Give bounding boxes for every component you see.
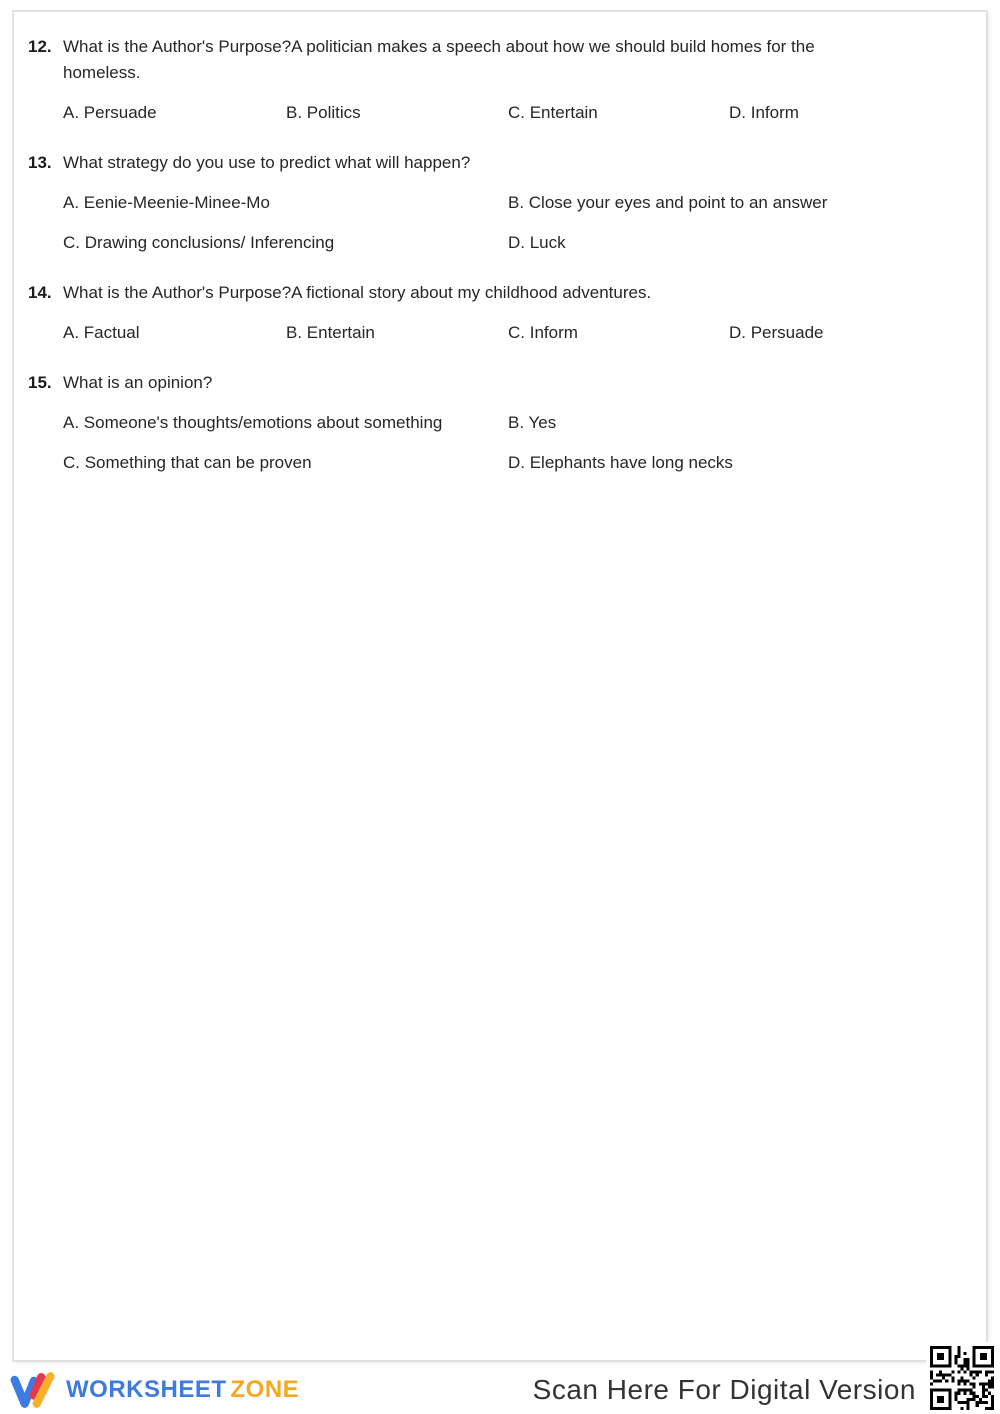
answer-option-a: A. Eenie-Meenie-Minee-Mo bbox=[63, 193, 270, 212]
question-15 bbox=[28, 370, 972, 476]
question-number: 12. bbox=[28, 37, 52, 56]
question-number: 13. bbox=[28, 153, 52, 172]
question-text: What is an opinion? bbox=[63, 373, 213, 392]
answer-option-d: D. Persuade bbox=[729, 323, 824, 342]
answer-options bbox=[63, 190, 972, 256]
worksheetzone-logo bbox=[8, 1368, 299, 1412]
question-text: What strategy do you use to predict what will happen? bbox=[63, 153, 471, 172]
question-number: 14. bbox=[28, 283, 52, 302]
answer-option-c: C. Something that can be proven bbox=[63, 453, 312, 472]
answer-option-a: A. Factual bbox=[63, 323, 140, 342]
brand-zone-label: ZONE bbox=[230, 1376, 300, 1403]
answer-option-a: A. Persuade bbox=[63, 103, 157, 122]
brand-wordmark bbox=[66, 1376, 299, 1404]
answer-options bbox=[63, 410, 972, 476]
answer-option-b: B. Politics bbox=[286, 103, 361, 122]
answer-option-b: B. Close your eyes and point to an answer bbox=[508, 193, 828, 212]
question-14 bbox=[28, 280, 972, 346]
qr-code bbox=[926, 1342, 998, 1414]
answer-option-d: D. Inform bbox=[729, 103, 799, 122]
answer-option-d: D. Luck bbox=[508, 233, 566, 252]
question-number: 15. bbox=[28, 373, 52, 392]
worksheet-content-area bbox=[12, 10, 988, 1362]
worksheetzone-w-icon bbox=[8, 1368, 58, 1412]
answer-option-c: C. Inform bbox=[508, 323, 578, 342]
question-text: What is the Author's Purpose?A politician makes a speech about how we should build homes for the homeless. bbox=[63, 37, 815, 82]
answer-option-c: C. Drawing conclusions/ Inferencing bbox=[63, 233, 335, 252]
answer-option-c: C. Entertain bbox=[508, 103, 598, 122]
answer-option-a: A. Someone's thoughts/emotions about something bbox=[63, 413, 443, 432]
brand-worksheet-label: WORKSHEET bbox=[66, 1376, 227, 1403]
answer-option-d: D. Elephants have long necks bbox=[508, 453, 733, 472]
question-13 bbox=[28, 150, 972, 256]
question-text: What is the Author's Purpose?A fictional story about my childhood adventures. bbox=[63, 283, 652, 302]
answer-options bbox=[63, 320, 972, 346]
scan-here-text: Scan Here For Digital Version bbox=[532, 1374, 916, 1405]
answer-options bbox=[63, 100, 972, 126]
question-12 bbox=[28, 34, 972, 126]
page-footer bbox=[0, 1366, 1000, 1414]
answer-option-b: B. Entertain bbox=[286, 323, 375, 342]
answer-option-b: B. Yes bbox=[508, 413, 557, 432]
